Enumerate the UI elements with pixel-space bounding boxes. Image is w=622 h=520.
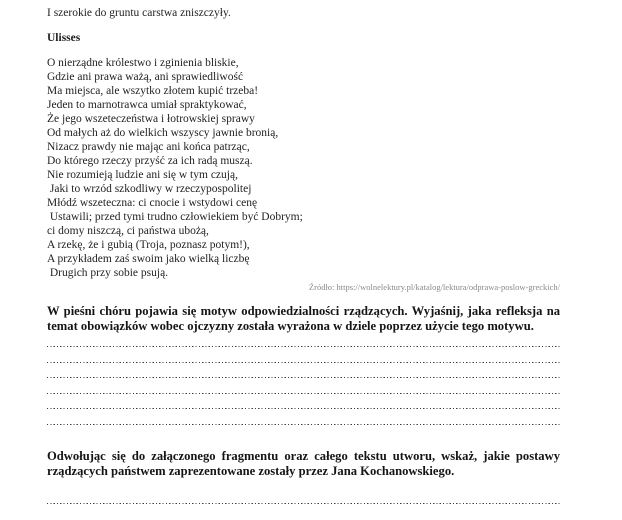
poem-line: O nierządne królestwo i zginienia bliskie, bbox=[47, 57, 239, 69]
poem-line: ci domy niszczą, ci państwa ubożą, bbox=[47, 225, 209, 237]
poem-line: Młódź wszeteczna: ci cnocie i wstydowi cenę bbox=[47, 197, 258, 209]
poem-line: Nizacz prawdy nie mając ani końca patrząc, bbox=[47, 141, 250, 153]
question-1-text: W pieśni chóru pojawia się motyw odpowiedzialności rządzących. Wyjaśnij, jaka refleksja na temat obowiązków wobec ojczyzny została wyrażona w dziele poprzez użycie tego motywu. bbox=[47, 304, 560, 333]
question-2-text: Odwołując się do załączonego fragmentu oraz całego tekstu utworu, wskaż, jakie postawy rządzących państwem zaprezentowane zostały przez Jana Kochanowskiego. bbox=[47, 449, 560, 478]
answer-line bbox=[47, 365, 560, 381]
poem-line: Od małych aż do wielkich wszyscy jawnie bronią, bbox=[47, 127, 279, 139]
poem-line: Że jego wszeteczeństwa i łotrowskiej sprawy bbox=[47, 113, 255, 125]
poem-line: Jaki to wrzód szkodliwy w rzeczypospolitej bbox=[47, 183, 252, 195]
poem-line: A rzekę, że i gubią (Troja, poznasz potym!), bbox=[47, 239, 250, 251]
poem-line: Drugich przy sobie psują. bbox=[47, 267, 169, 279]
poem-line: Ustawili; przed tymi trudno człowiekiem być Dobrym; bbox=[47, 211, 303, 223]
poem-line: A przykładem zaś swoim jako wielką liczbę bbox=[47, 253, 250, 265]
excerpt-preceding-line: I szerokie do gruntu carstwa zniszczyły. bbox=[47, 7, 231, 19]
answer-line bbox=[47, 412, 560, 428]
speaker-name: Ulisses bbox=[47, 32, 81, 44]
answer-line bbox=[47, 396, 560, 412]
poem-line: Gdzie ani prawa ważą, ani sprawiedliwość bbox=[47, 71, 244, 83]
poem-stanza bbox=[47, 56, 560, 280]
answer-line bbox=[47, 381, 560, 397]
answer-lines-question-2 bbox=[47, 491, 560, 507]
source-citation: Źródło: https://wolnelektury.pl/katalog/lektura/odprawa-poslow-greckich/ bbox=[308, 282, 560, 292]
answer-lines-question-1 bbox=[47, 334, 560, 427]
poem-line: Nie rozumieją ludzie ani się w tym czują, bbox=[47, 169, 238, 181]
poem-line: Ma miejsca, ale wszytko złotem kupić trzeba! bbox=[47, 85, 259, 97]
answer-line bbox=[47, 334, 560, 350]
poem-line: Do którego rzeczy przyść za ich radą muszą. bbox=[47, 155, 253, 167]
poem-line: Jeden to marnotrawca umiał spraktykować, bbox=[47, 99, 247, 111]
answer-line bbox=[47, 350, 560, 366]
answer-line bbox=[47, 491, 560, 507]
